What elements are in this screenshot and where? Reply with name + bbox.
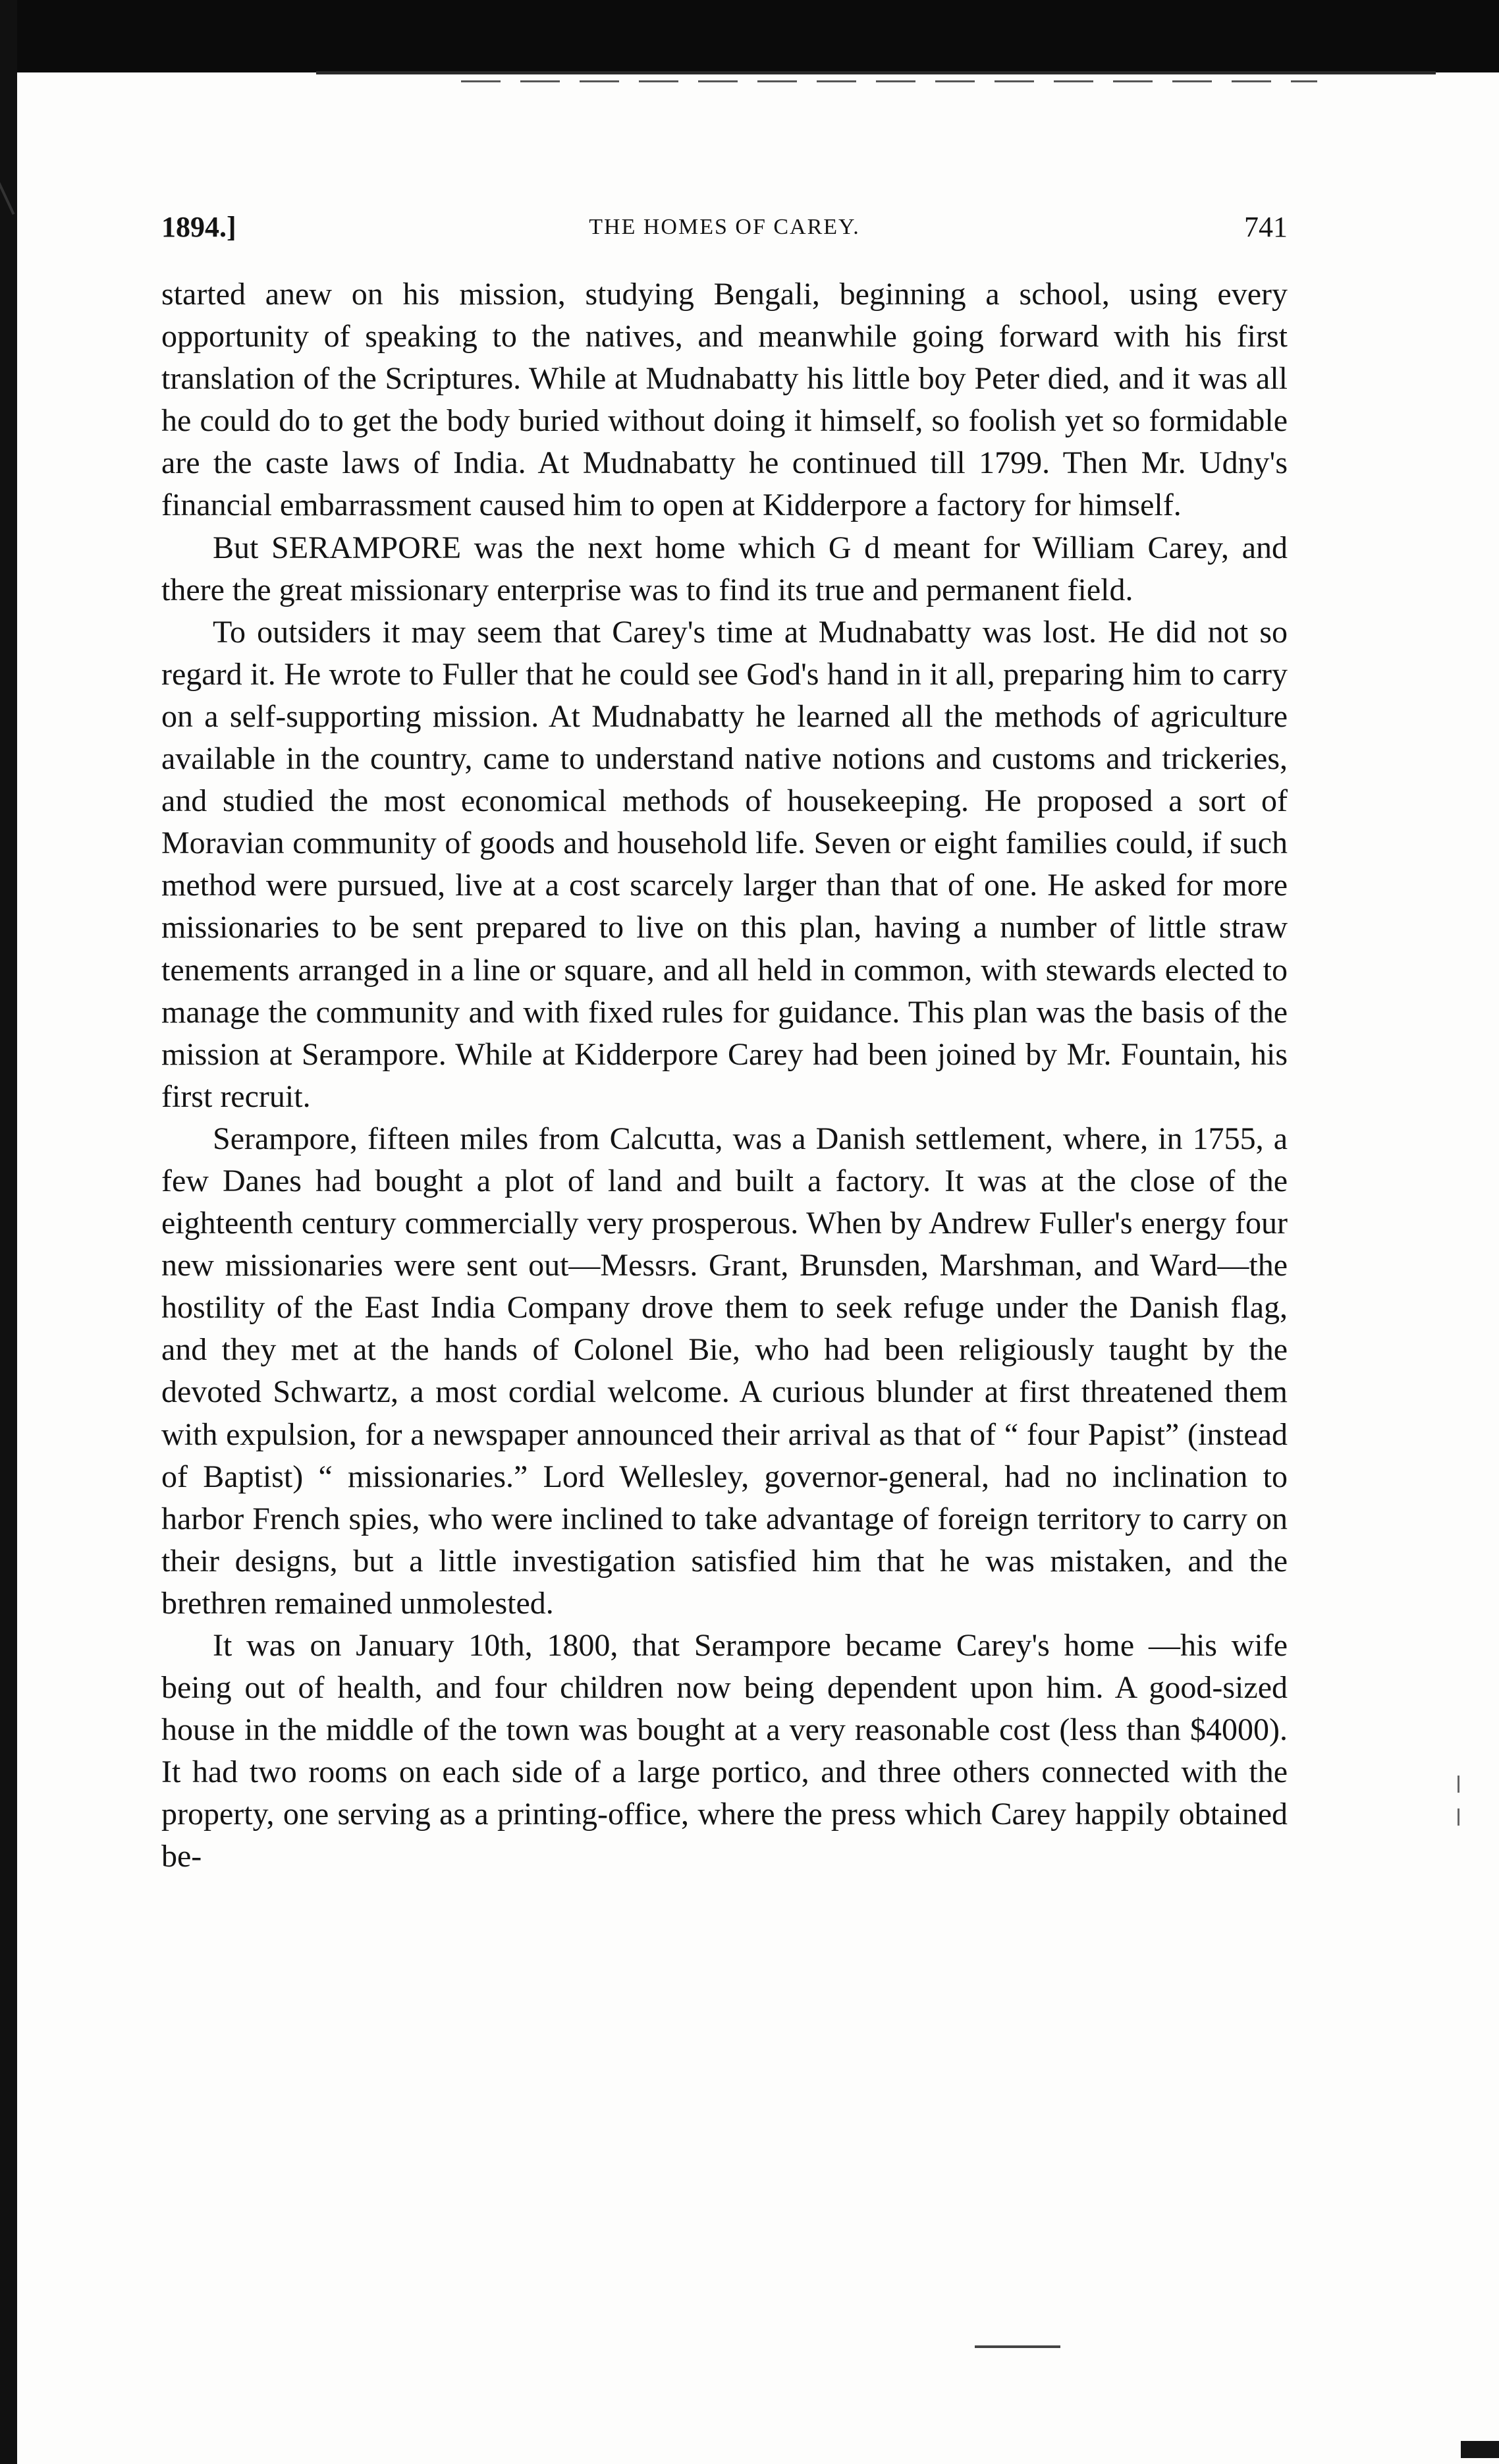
scan-edge-left [0, 0, 17, 2464]
scan-mark-margin [1458, 1776, 1459, 1793]
paragraph: To outsiders it may seem that Carey's time at Mudnabatty was lost. He did not so regard it. He wrote to Fuller that he could see God's hand in it all, preparing him to carry on a self-supporting mission. At Mudnabatty he learned all the methods of agriculture available in the country, came to understand native notions and customs and trickeries, and studied the most economical methods of housekeeping. He proposed a sort of Moravian community of goods and household life. Seven or eight families could, if such method were pursued, live at a cost scarcely larger than that of one. He asked for more missionaries to be sent prepared to live on this plan, having a number of little straw tenements arranged in a line or square, and all held in common, with stewards elected to manage the community and with fixed rules for guidance. This plan was the basis of the mission at Serampore. While at Kidderpore Carey had been joined by Mr. Fountain, his first recruit. [161, 614, 1288, 1114]
running-head [161, 208, 1288, 247]
paragraph: Serampore, fifteen miles from Calcutta, was a Danish settlement, where, in 1755, a few Danes had bought a plot of land and built a factory. It was at the close of the eighteenth century commercially very prosperous. When by Andrew Fuller's energy four new missionaries were sent out—Messrs. Grant, Brunsden, Marshman, and Ward—the hostility of the East India Company drove them to seek refuge under the Danish flag, and they met at the hands of Colonel Bie, who had been religiously taught by the devoted Schwartz, a most cordial welcome. A curious blunder at first threatened them with expulsion, for a newspaper announced their arrival as that of “ four Papist” (instead of Baptist) “ missionaries.” Lord Wellesley, governor-general, had no inclination to harbor French spies, who were inclined to take advantage of foreign territory to carry on their designs, but a little investigation satisfied him that he was mistaken, and the brethren remained unmolested. [161, 1121, 1288, 1621]
scan-edge-top [0, 0, 1499, 72]
body-text [161, 273, 1288, 1878]
header-title: THE HOMES OF CAREY. [589, 215, 860, 239]
page-number: 741 [1244, 211, 1288, 243]
scan-rule-bottom [975, 2345, 1060, 2348]
paragraph: It was on January 10th, 1800, that Serampore became Carey's home —his wife being out of health, and four children now being dependent upon him. A good-sized house in the middle of the town was bought at a very reasonable cost (less than $4000). It had two rooms on each side of a large portico, and three others connected with the property, one serving as a printing-office, where the press which Carey happily obtained be- [161, 1628, 1288, 1874]
paragraph: started anew on his mission, studying Bengali, beginning a school, using every opportunity of speaking to the natives, and meanwhile going forward with his first translation of the Scriptures. While at Mudnabatty his little boy Peter died, and it was all he could do to get the body buried without doing it himself, so foolish yet so formidable are the caste laws of India. At Mudnabatty he continued till 1799. Then Mr. Udny's financial embarrassment caused him to open at Kidderpore a factory for himself. [161, 277, 1288, 523]
paragraph: But SERAMPORE was the next home which G d meant for William Carey, and there the great missionary enterprise was to find its true and permanent field. [161, 530, 1288, 607]
scan-mark-corner [1461, 2441, 1499, 2458]
scan-rule-dashed [461, 80, 1317, 82]
scan-rule-top [316, 71, 1436, 74]
scan-mark-margin [1458, 1808, 1459, 1826]
header-year: 1894.] [161, 211, 236, 243]
